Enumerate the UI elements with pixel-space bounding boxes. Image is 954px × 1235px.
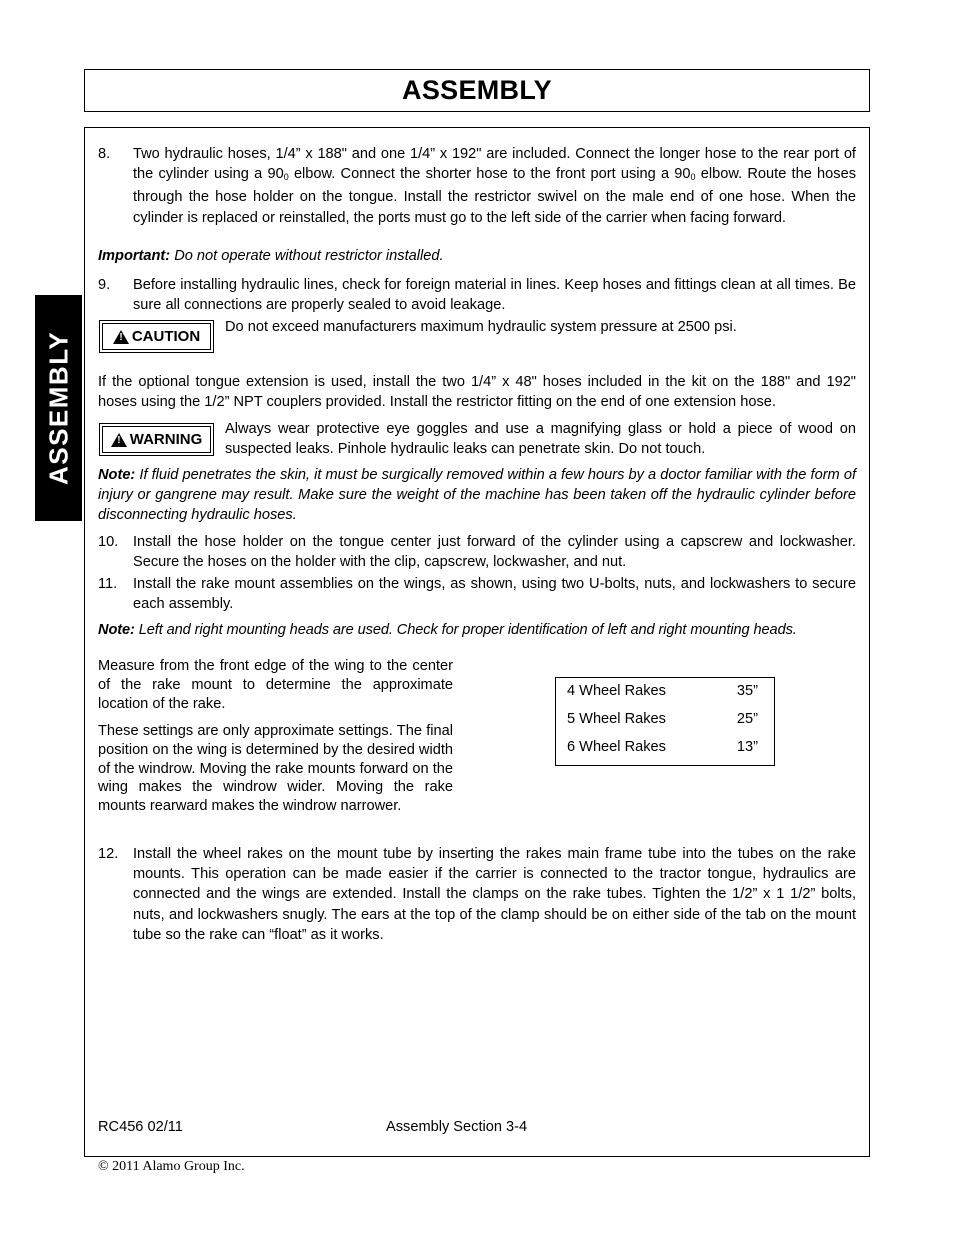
footer-doc-id: RC456 02/11 bbox=[98, 1119, 183, 1135]
warning-text: Always wear protective eye goggles and use a magnifying glass or hold a piece of wood on suspected leaks. Pinhole hydraulic leaks can penetrate skin. Do not touch. bbox=[225, 421, 856, 458]
rake-value: 35” bbox=[736, 683, 758, 699]
warning-label: WARNING bbox=[129, 431, 203, 448]
step-9 bbox=[98, 275, 856, 315]
page-title: ASSEMBLY bbox=[402, 75, 552, 105]
step-text: Install the wheel rakes on the mount tube by inserting the rakes main frame tube into the tubes on the rake mounts. This operation can be made easier if the carrier is connected to the tractor tongue, hydraulics are connected and the wings are extended. Install the clamps on the rake tubes. Tighten the 1/2” x 1 1/2” bolts, nuts, and lockwashers snugly. The ears at the top of the clamp should be on either side of the tab on the mount tube so the rake can “float” as it works. bbox=[133, 846, 856, 943]
step-11 bbox=[98, 574, 856, 614]
step-10 bbox=[98, 532, 856, 572]
side-tab bbox=[35, 295, 82, 521]
step-12 bbox=[98, 844, 856, 945]
step-text: Install the rake mount assemblies on the wings, as shown, using two U-bolts, nuts, and lockwashers to secure each assembly. bbox=[133, 576, 856, 613]
rake-value: 25” bbox=[736, 711, 758, 727]
important-note bbox=[98, 246, 856, 266]
step-number: 9. bbox=[98, 277, 111, 293]
step-number: 11. bbox=[98, 576, 118, 592]
rake-value: 13” bbox=[736, 739, 758, 755]
step-text: Install the hose holder on the tongue center just forward of the cylinder using a capscrew and lockwasher. Secure the hoses on the holder with the clip, capscrew, lockwasher, and nut. bbox=[133, 534, 856, 571]
footer-section: Assembly Section 3-4 bbox=[386, 1119, 528, 1135]
header-box bbox=[84, 69, 870, 112]
table-row bbox=[567, 711, 758, 731]
note-text: Left and right mounting heads are used. Check for proper identification of left and right mounting heads. bbox=[134, 622, 797, 638]
note-1 bbox=[98, 465, 856, 526]
step-number: 12. bbox=[98, 846, 119, 862]
copyright: © 2011 Alamo Group Inc. bbox=[98, 1159, 245, 1174]
note-label: Note: bbox=[98, 467, 136, 483]
table-row bbox=[567, 739, 758, 759]
step-text: Two hydraulic hoses, 1/4” x 188" and one 1/4” x 192" are included. Connect the longer hose to the rear port of the cylinder using a $90_0$ elbow. Connect the shorter hose to the front port using a $90_0$ elbow. Route the hoses through the hose holder on the tongue. Install the restrictor swivel on the male end of one hose. When the cylinder is replaced or reinstalled, the ports must go to the left side of the carrier when facing forward. bbox=[133, 146, 856, 226]
warning-triangle-icon: ! bbox=[111, 433, 127, 447]
step-number: 8. bbox=[98, 146, 111, 162]
caution-text: Do not exceed manufacturers maximum hydraulic system pressure at 2500 psi. bbox=[225, 319, 737, 335]
note-text: If fluid penetrates the skin, it must be surgically removed within a few hours by a doctor familiar with the form of injury or gangrene may result. Make sure the weight of the machine has been taken off the hydraulic cylinder before disconnecting hydraulic hoses. bbox=[98, 467, 856, 524]
note-label: Note: bbox=[98, 622, 135, 638]
settings-paragraph: These settings are only approximate settings. The final position on the wing is determined by the desired width of the windrow. Moving the rake mounts forward on the wing makes the windrow wider. Moving the rake mounts rearward makes the windrow narrower. bbox=[98, 723, 453, 815]
important-text: Do not operate without restrictor installed. bbox=[170, 248, 444, 264]
tongue-extension-paragraph: If the optional tongue extension is used, install the two 1/4” x 48" hoses included in the kit on the 188" and 192" hoses using the 1/2” NPT couplers provided. Install the restrictor fitting on the end of one extension hose. bbox=[98, 374, 856, 411]
caution-badge bbox=[99, 320, 214, 353]
rake-position-table bbox=[555, 677, 775, 766]
important-label: Important: bbox=[98, 248, 171, 264]
step-number: 10. bbox=[98, 534, 119, 550]
warning-badge bbox=[99, 423, 214, 456]
rake-label: 4 Wheel Rakes bbox=[567, 683, 666, 699]
warning-triangle-icon: ! bbox=[113, 330, 129, 344]
side-tab-label: ASSEMBLY bbox=[43, 330, 73, 486]
rake-label: 5 Wheel Rakes bbox=[567, 711, 666, 727]
measure-paragraph: Measure from the front edge of the wing to the center of the rake mount to determine the approximate location of the rake. bbox=[98, 658, 453, 712]
rake-label: 6 Wheel Rakes bbox=[567, 739, 666, 755]
step-text: Before installing hydraulic lines, check for foreign material in lines. Keep hoses and fittings clean at all times. Be sure all connections are properly sealed to avoid leakage. bbox=[133, 277, 856, 314]
step-8 bbox=[98, 144, 856, 228]
caution-label: CAUTION bbox=[131, 328, 201, 345]
table-row bbox=[567, 683, 758, 703]
note-2 bbox=[98, 620, 856, 640]
